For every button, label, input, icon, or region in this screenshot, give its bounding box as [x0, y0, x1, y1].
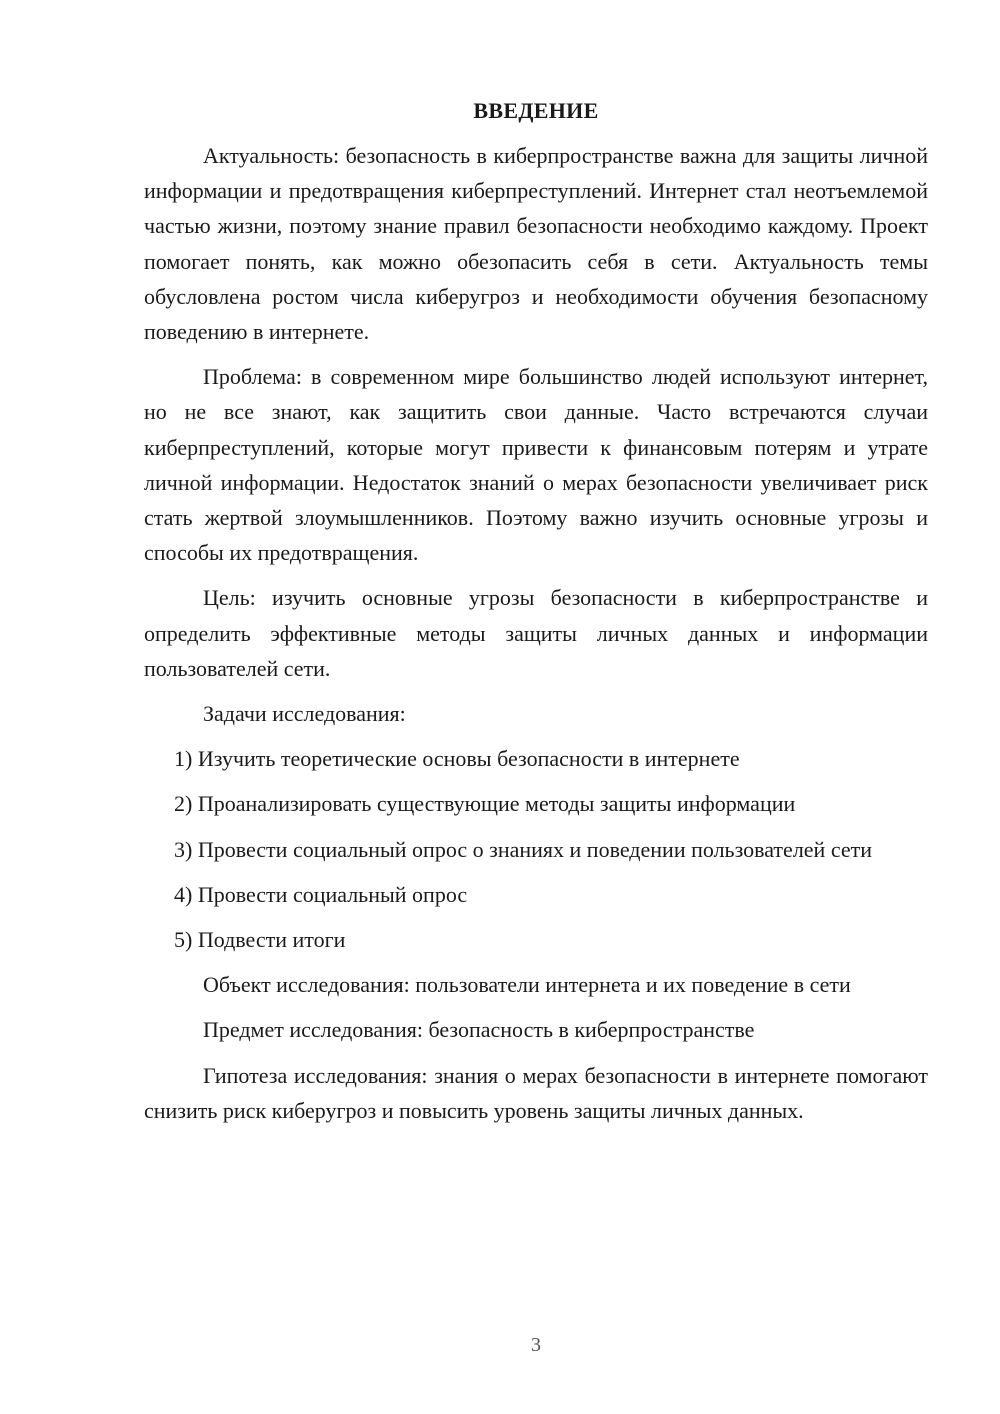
problem-paragraph: Проблема: в современном мире большинство людей используют интернет, но не все знают, как защитить свои данные. Часто встречаются случаи киберпреступлений, которые могут привести к финансовым потерям и утрате личной информации. Недостаток знаний о мерах безопасности увеличивает риск стать жертвой злоумышленников. Поэтому важно изучить основные угрозы и способы их предотвращения.	[144, 364, 928, 566]
tasks-list	[144, 741, 928, 957]
subject-paragraph: Предмет исследования: безопасность в киберпространстве	[203, 1017, 755, 1043]
section-title: ВВЕДЕНИЕ	[473, 98, 599, 123]
task-item: 5) Подвести итоги	[174, 927, 346, 953]
tasks-heading: Задачи исследования:	[203, 701, 406, 727]
page-content	[144, 96, 928, 1138]
task-item: 3) Провести социальный опрос о знаниях и поведении пользователей сети	[174, 836, 873, 862]
page-number: 3	[531, 1334, 541, 1356]
relevance-paragraph: Актуальность: безопасность в киберпространстве важна для защиты личной информации и предотвращения киберпреступлений. Интернет стал неотъемлемой частью жизни, поэтому знание правил безопасности необходимо каждому. Проект помогает понять, как можно обезопасить себя в сети. Актуальность темы обусловлена ростом числа киберугроз и необходимости обучения безопасному поведению в интернете.	[144, 143, 928, 345]
hypothesis-paragraph: Гипотеза исследования: знания о мерах безопасности в интернете помогают снизить риск киберугроз и повысить уровень защиты личных данных.	[144, 1062, 928, 1123]
task-item: 1) Изучить теоретические основы безопасности в интернете	[174, 746, 740, 772]
object-paragraph: Объект исследования: пользователи интернета и их поведение в сети	[203, 972, 851, 998]
task-item: 2) Проанализировать существующие методы защиты информации	[174, 791, 796, 817]
goal-paragraph: Цель: изучить основные угрозы безопасности в киберпространстве и определить эффективные методы защиты личных данных и информации пользователей сети.	[144, 585, 928, 681]
task-item: 4) Провести социальный опрос	[174, 881, 468, 907]
